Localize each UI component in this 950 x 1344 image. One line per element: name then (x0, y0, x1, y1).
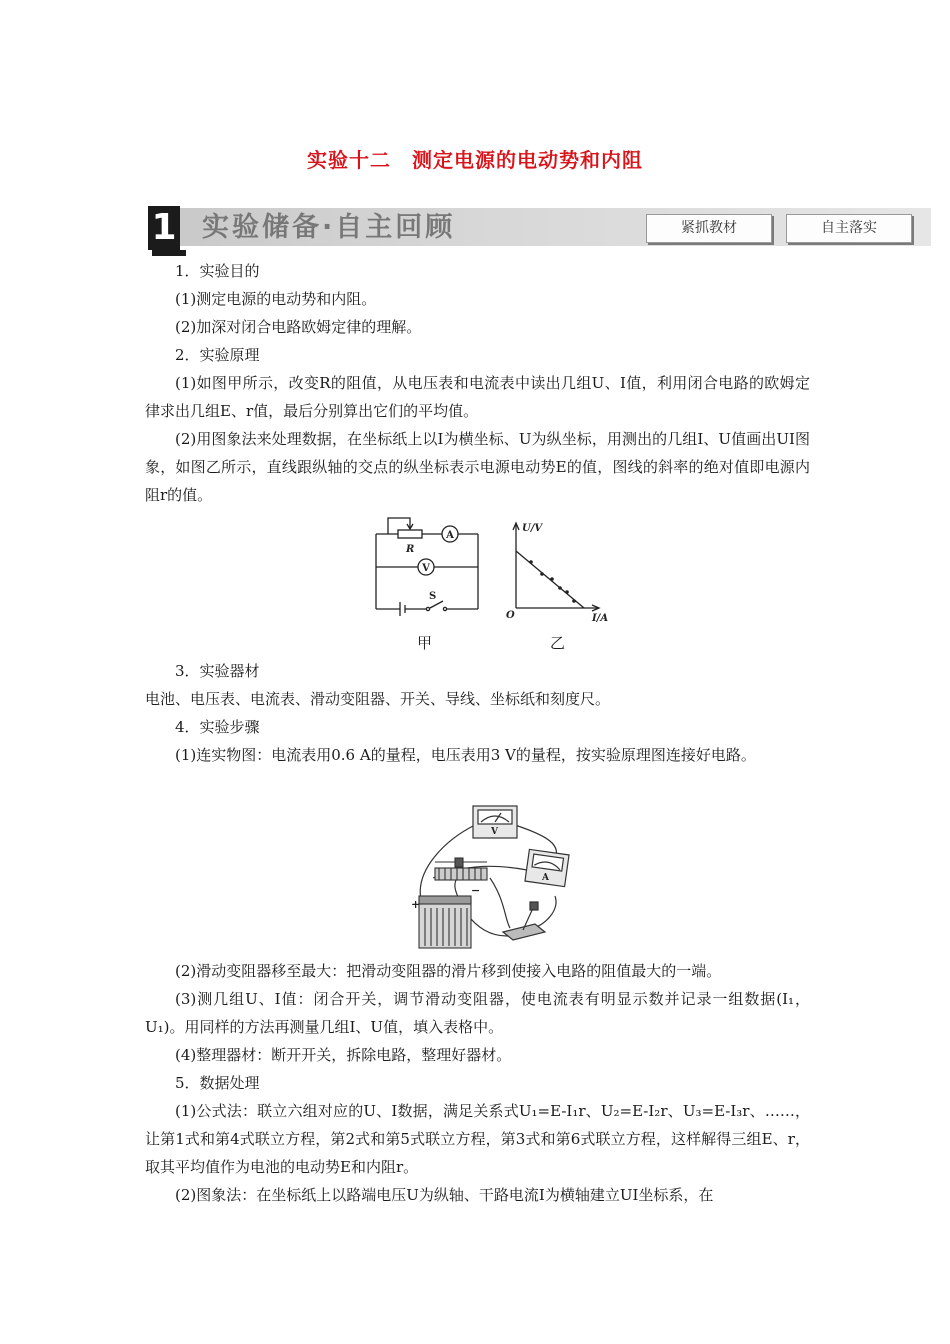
tag-self-study: 自主落实 (786, 214, 912, 243)
switch-label: S (429, 591, 437, 602)
apparatus-ammeter-symbol: A (542, 873, 549, 883)
section-number: 1 (148, 206, 180, 250)
heading-steps: 4．实验步骤 (175, 718, 260, 736)
page-title: 实验十二 测定电源的电动势和内阻 (307, 148, 643, 172)
voltmeter-symbol: V (422, 563, 430, 574)
figure-label-jia: 甲 (417, 634, 433, 652)
step-3: (3)测几组U、I值：闭合开关，调节滑动变阻器，使电流表有明显示数并记录一组数据(I₁，U₁)。用同样的方法再测量几组I、U值，填入表格中。 (145, 990, 810, 1036)
purpose-item-1: (1)测定电源的电动势和内阻。 (175, 290, 377, 308)
principle-item-1: (1)如图甲所示，改变R的阻值，从电压表和电流表中读出几组U、I值，利用闭合电路的欧姆定律求出几组E、r值，最后分别算出它们的平均值。 (145, 374, 810, 420)
section-banner (148, 206, 931, 252)
section-heading: 实验储备·自主回顾 (202, 212, 456, 243)
graph-method: (2)图象法：在坐标纸上以路端电压U为纵轴、干路电流I为横轴建立UI坐标系，在 (175, 1186, 714, 1204)
apparatus-illustration (405, 800, 590, 955)
step-4: (4)整理器材：断开开关，拆除电路，整理好器材。 (175, 1046, 512, 1064)
x-axis-label: I/A (592, 613, 609, 624)
step-1: (1)连实物图：电流表用0.6 A的量程，电压表用3 V的量程，按实验原理图连接好电路。 (175, 746, 756, 764)
apparatus-minus-sign: − (471, 884, 481, 897)
equipment-list: 电池、电压表、电流表、滑动变阻器、开关、导线、坐标纸和刻度尺。 (145, 690, 611, 708)
apparatus-plus-sign: + (411, 898, 421, 911)
heading-data-processing: 5．数据处理 (175, 1074, 260, 1092)
origin-label: O (506, 610, 515, 621)
y-axis-label: U/V (522, 523, 543, 534)
ammeter-symbol: A (446, 530, 454, 541)
heading-principle: 2．实验原理 (175, 346, 260, 364)
circuit-diagram (370, 508, 485, 618)
apparatus-voltmeter-symbol: V (491, 827, 498, 837)
heading-equipment: 3．实验器材 (175, 662, 260, 680)
tag-textbook: 紧抓教材 (646, 214, 772, 243)
step-2: (2)滑动变阻器移至最大：把滑动变阻器的滑片移到使接入电路的阻值最大的一端。 (175, 962, 722, 980)
heading-purpose: 1．实验目的 (175, 262, 260, 280)
purpose-item-2: (2)加深对闭合电路欧姆定律的理解。 (175, 318, 422, 336)
ui-graph (502, 515, 614, 627)
resistor-label: R (406, 544, 415, 555)
figure-label-yi: 乙 (550, 634, 566, 652)
principle-item-2: (2)用图象法来处理数据，在坐标纸上以I为横坐标、U为纵坐标，用测出的几组I、U值画出UI图象，如图乙所示，直线跟纵轴的交点的纵坐标表示电源电动势E的值，图线的斜率的绝对值即电源内阻r的值。 (145, 430, 810, 504)
formula-method: (1)公式法：联立六组对应的U、I数据，满足关系式U₁=E-I₁r、U₂=E-I₂r、U₃=E-I₃r、……，让第1式和第4式联立方程，第2式和第5式联立方程，第3式和第6式联立方程，这样解得三组E、r，取其平均值作为电池的电动势E和内阻r。 (145, 1102, 810, 1176)
